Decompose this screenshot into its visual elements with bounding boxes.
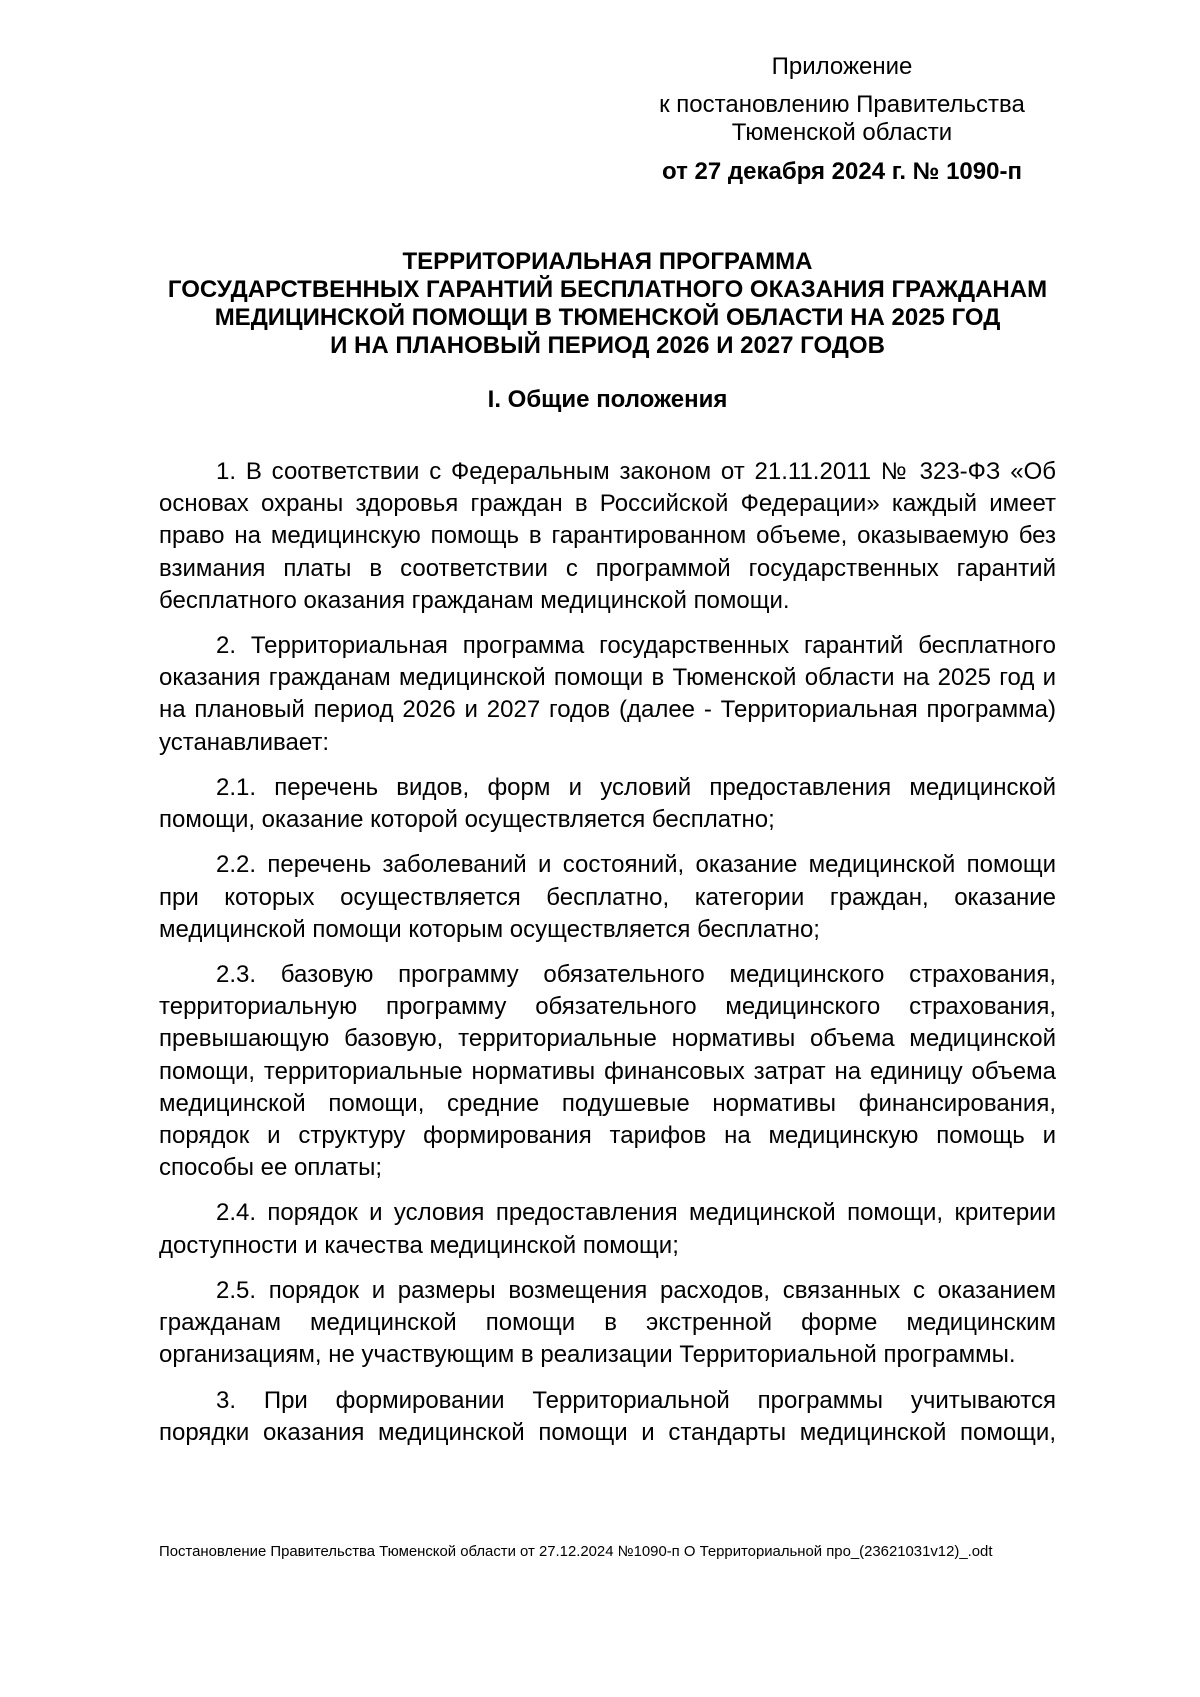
paragraph-3 — [159, 1385, 1056, 1449]
text-line: превышающую базовую, территориальные нормативы объема медицинской — [159, 1025, 1056, 1053]
paragraph-2-1 — [159, 772, 1056, 836]
paragraph-2-5 — [159, 1275, 1056, 1372]
resolution-reference — [642, 91, 1042, 147]
paragraph-2-2 — [159, 849, 1056, 946]
title-line: И НА ПЛАНОВЫЙ ПЕРИОД 2026 И 2027 ГОДОВ — [330, 332, 885, 359]
text-line: способы ее оплаты; — [159, 1154, 383, 1182]
text-line: 2.5. порядок и размеры возмещения расходов, связанных с оказанием — [216, 1276, 1056, 1304]
resolution-reference-line: Тюменской области — [731, 119, 953, 146]
text-line: медицинской помощи которым осуществляется бесплатно; — [159, 915, 820, 943]
resolution-date-number-text: от 27 декабря 2024 г. № 1090-п — [662, 158, 1022, 185]
title-line: ГОСУДАРСТВЕННЫХ ГАРАНТИЙ БЕСПЛАТНОГО ОКАЗАНИЯ ГРАЖДАНАМ — [167, 276, 1048, 303]
text-line: 1. В соответствии с Федеральным законом от 21.11.2011 № 323-ФЗ «Об — [216, 458, 1056, 485]
paragraph-2-4 — [159, 1197, 1056, 1261]
text-line: оказания гражданам медицинской помощи в Тюменской области на 2025 год и — [159, 664, 1056, 692]
text-line: на плановый период 2026 и 2027 годов (далее - Территориальная программа) — [159, 696, 1056, 724]
text-line: помощи, оказание которой осуществляется бесплатно; — [159, 806, 775, 834]
footer-filename: Постановление Правительства Тюменской области от 27.12.2024 №1090-п О Территориальной про_(23621031v12)_.odt — [159, 1544, 993, 1560]
appendix-label — [642, 53, 1042, 81]
text-line: территориальную программу обязательного медицинского страхования, — [159, 993, 1056, 1021]
text-line: бесплатного оказания гражданам медицинской помощи. — [159, 586, 790, 614]
section-heading: I. Общие положения — [487, 386, 728, 413]
text-line: 2.1. перечень видов, форм и условий предоставления медицинской — [216, 773, 1056, 801]
text-line: организациям, не участвующим в реализации Территориальной программы. — [159, 1341, 1016, 1369]
text-line: 2.2. перечень заболеваний и состояний, оказание медицинской помощи — [216, 851, 1056, 879]
text-line: порядки оказания медицинской помощи и стандарты медицинской помощи, — [159, 1418, 1056, 1446]
text-line: право на медицинскую помощь в гарантированном объеме, оказываемую без — [159, 522, 1056, 550]
resolution-reference-line: к постановлению Правительства — [659, 91, 1025, 118]
title-line: ТЕРРИТОРИАЛЬНАЯ ПРОГРАММА — [402, 248, 813, 275]
document-title — [159, 248, 1056, 360]
text-line: устанавливает: — [159, 728, 330, 756]
text-line: 2.3. базовую программу обязательного медицинского страхования, — [216, 961, 1056, 988]
text-line: порядок и структуру формирования тарифов на медицинскую помощь и — [159, 1121, 1056, 1149]
text-line: 2. Территориальная программа государственных гарантий бесплатного — [216, 632, 1056, 660]
text-line: взимания платы в соответствии с программой государственных гарантий — [159, 554, 1056, 582]
paragraph-1 — [159, 456, 1056, 617]
resolution-date-number — [642, 158, 1042, 186]
text-line: доступности и качества медицинской помощи; — [159, 1231, 679, 1259]
paragraph-2-3 — [159, 959, 1056, 1184]
text-line: 3. При формировании Территориальной программы учитываются — [216, 1386, 1056, 1414]
text-line: при которых осуществляется бесплатно, категории граждан, оказание — [159, 883, 1056, 911]
text-line: помощи, территориальные нормативы финансовых затрат на единицу объема — [159, 1057, 1056, 1085]
title-line: МЕДИЦИНСКОЙ ПОМОЩИ В ТЮМЕНСКОЙ ОБЛАСТИ НА 2025 ГОД — [214, 304, 1001, 331]
text-line: 2.4. порядок и условия предоставления медицинской помощи, критерии — [216, 1199, 1056, 1227]
text-line: основах охраны здоровья граждан в Российской Федерации» каждый имеет — [159, 490, 1056, 518]
paragraph-2 — [159, 630, 1056, 759]
appendix-label-text: Приложение — [771, 53, 913, 80]
body-text — [159, 456, 1056, 1462]
text-line: гражданам медицинской помощи в экстренной форме медицинским — [159, 1309, 1056, 1337]
text-line: медицинской помощи, средние подушевые нормативы финансирования, — [159, 1089, 1056, 1117]
